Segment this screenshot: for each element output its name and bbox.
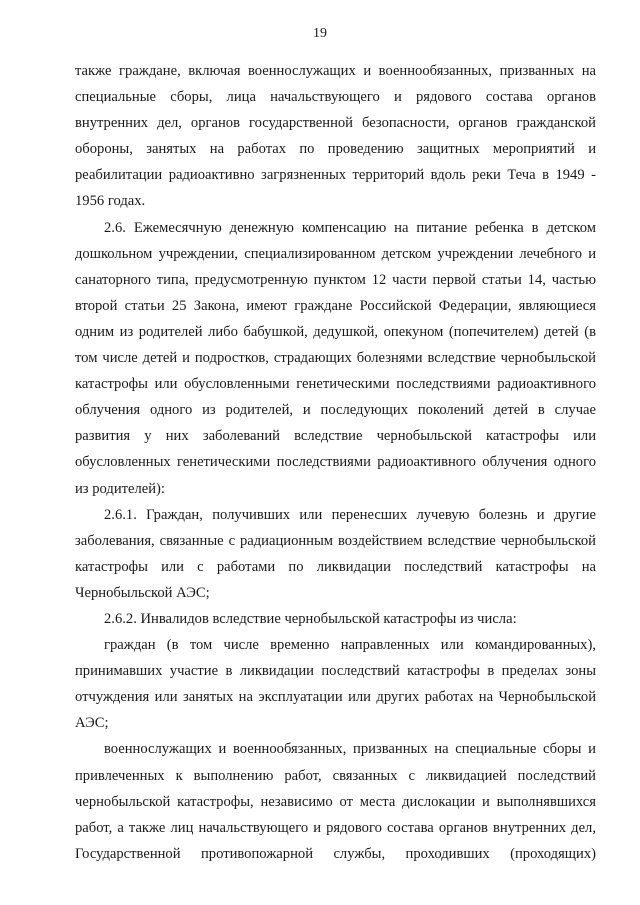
paragraph-2-6: 2.6. Ежемесячную денежную компенсацию на питание ребенка в детском дошкольном учреждении, специализированном детском учреждении лечебного и санаторного типа, предусмотренную пунктом 12 части первой статьи 14, частью второй статьи 25 Закона, имеют граждане Российской Федерации, являющиеся одним из родителей либо бабушкой, дедушкой, опекуном (попечителем) детей (в том числе детей и подростков, страдающих болезнями вследствие чернобыльской катастрофы или обусловленными генетическими последствиями радиоактивного облучения одного из родителей, и последующих поколений детей в случае развития у них заболеваний вследствие чернобыльской катастрофы или обусловленных генетическими последствиями радиоактивного облучения одного из родителей): bbox=[75, 219, 596, 497]
paragraph-continuation: также граждане, включая военнослужащих и военнообязанных, призванных на специальные сборы, лица начальствующего и рядового состава органов внутренних дел, органов государственной безопасности, органов гражданской обороны, занятых на работах по проведению защитных мероприятий и реабилитации радиоактивно загрязненных территорий вдоль реки Теча в 1949 - 1956 годах. bbox=[75, 63, 596, 210]
paragraph-servicemen: военнослужащих и военнообязанных, призванных на специальные сборы и привлеченных к выполнению работ, связанных с ликвидацией последствий чернобыльской катастрофы, независимо от места дислокации и выполнявшихся работ, а также лиц начальствующего и рядового состава органов внутренних дел, Государственной противопожарной службы, проходивших (проходящих) bbox=[75, 741, 596, 862]
paragraph-2-6-2: 2.6.2. Инвалидов вследствие чернобыльской катастрофы из числа: bbox=[104, 610, 517, 627]
paragraph-citizens: граждан (в том числе временно направленных или командированных), принимавших участие в ликвидации последствий катастрофы в пределах зоны отчуждения или занятых на эксплуатации или других работах на Чернобыльской АЭС; bbox=[75, 637, 596, 732]
document-body bbox=[75, 58, 596, 867]
page-number: 19 bbox=[313, 26, 327, 41]
paragraph-2-6-1: 2.6.1. Граждан, получивших или перенесших лучевую болезнь и другие заболевания, связанные с радиационным воздействием вследствие чернобыльской катастрофы или с работами по ликвидации последствий катастрофы на Чернобыльской АЭС; bbox=[75, 506, 596, 601]
